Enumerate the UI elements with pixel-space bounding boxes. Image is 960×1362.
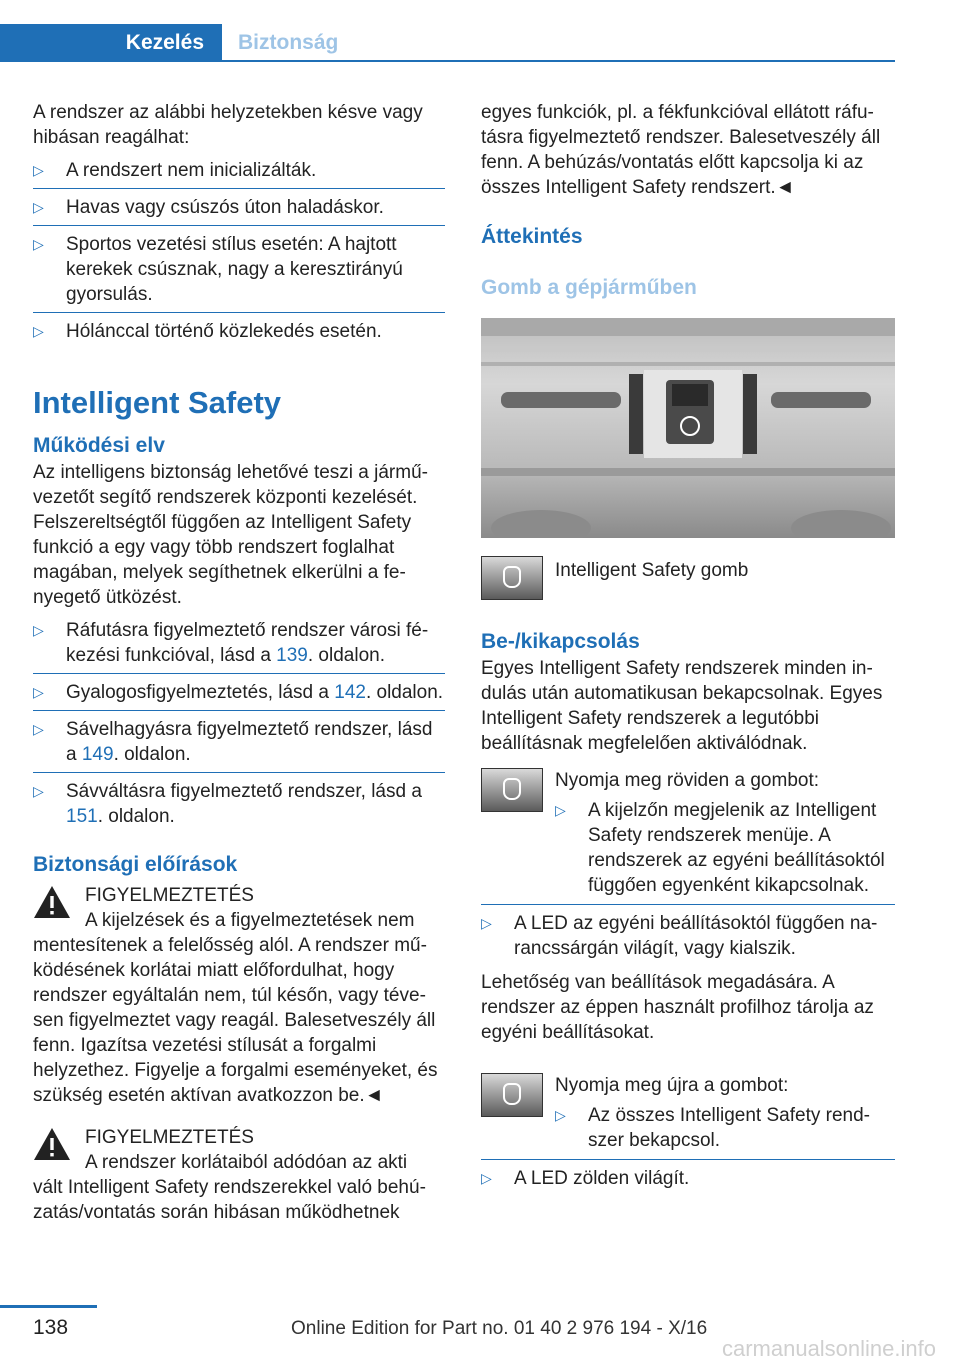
page-link[interactable]: 149 bbox=[81, 744, 114, 765]
press-again-row bbox=[481, 1073, 895, 1153]
settings-text: Lehetőség van beállítások megadására. A rendszer az éppen használt profilhoz tárolja az egyéni beállításokat. bbox=[481, 972, 874, 1043]
list-item: ▷ A rendszert nem inicializálták. bbox=[33, 158, 445, 189]
triangle-bullet-icon: ▷ bbox=[33, 622, 44, 638]
button-heading: Gomb a gépjárműben bbox=[481, 276, 697, 299]
page-link[interactable]: 151 bbox=[66, 806, 98, 827]
intelligent-safety-button-icon bbox=[481, 768, 543, 812]
led-list-2 bbox=[481, 1166, 895, 1191]
list-item: ▷ Sávváltásra figyelmeztető rendszer, lásd a 151. oldalon. bbox=[33, 781, 422, 827]
warning-continued-text: egyes funkciók, pl. a fékfunkcióval ellátott ráfutásra figyelmeztető rendszer. Balesetveszély áll fenn. A behúzás/vontatás előtt kapcsolja ki az összes Intelligent Safety rendszert.◄ bbox=[481, 102, 881, 198]
watermark: carmanualsonline.info bbox=[721, 1336, 936, 1361]
intelligent-safety-button-icon bbox=[481, 556, 543, 600]
list-item: ▷ Ráfutásra figyelmeztető rendszer városi fékezési funkcióval, lásd a 139. oldalon. bbox=[33, 618, 445, 674]
dashboard-photo bbox=[481, 318, 895, 538]
onoff-text: Egyes Intelligent Safety rendszerek minden indulás után automatikusan bekapcsolnak. Egyes Intelligent Safety rendszerek a legutóbbi beállításnak megfelelően aktiválódnak. bbox=[481, 658, 883, 754]
press-short-list bbox=[555, 798, 895, 898]
warning-label: FIGYELMEZTETÉS bbox=[85, 885, 254, 906]
intelligent-safety-button-icon bbox=[481, 1073, 543, 1117]
warning-text: vált Intelligent Safety rendszerekkel való behúzatás/vontatás során hibásan működhetnek bbox=[33, 1177, 426, 1223]
press-short-row bbox=[481, 768, 895, 898]
triangle-bullet-icon: ▷ bbox=[33, 236, 44, 252]
systems-list bbox=[33, 618, 445, 829]
list-item: ▷ Hólánccal történő közlekedés esetén. bbox=[33, 321, 382, 342]
triangle-bullet-icon: ▷ bbox=[33, 199, 44, 215]
triangle-bullet-icon: ▷ bbox=[33, 323, 44, 339]
list-item: ▷ Sávelhagyásra figyelmeztető rendszer, lásd a 149. oldalon. bbox=[33, 717, 445, 773]
list-item: ▷ Gyalogosfigyelmeztetés, lásd a 142. oldalon. bbox=[33, 680, 445, 711]
right-column bbox=[481, 100, 895, 1191]
list-item: ▷ A LED zölden világít. bbox=[481, 1168, 690, 1189]
section-title: Intelligent Safety bbox=[33, 385, 282, 420]
triangle-bullet-icon: ▷ bbox=[33, 162, 44, 178]
button-caption: Intelligent Safety gomb bbox=[555, 560, 749, 581]
triangle-bullet-icon: ▷ bbox=[481, 1170, 492, 1186]
warning-triangle-icon bbox=[33, 1127, 71, 1161]
page-link[interactable]: 142 bbox=[334, 682, 366, 703]
list-item: ▷ Sportos vezetési stílus esetén: A hajtott kerekek csúsznak, nagy a keresztirányú gyorsulás. bbox=[33, 232, 445, 313]
warning-triangle-icon bbox=[33, 885, 71, 919]
footer-rule bbox=[0, 1305, 97, 1308]
chapter-tabs bbox=[0, 24, 895, 62]
tab-divider bbox=[0, 60, 895, 62]
warning-text-first: A rendszer korlátaiból adódóan az akti bbox=[85, 1152, 408, 1173]
list-item: ▷ Havas vagy csúszós úton haladáskor. bbox=[33, 195, 445, 226]
list-item: ▷ A kijelzőn megjelenik az Intelligent Safety rendszerek menüje. A rendszerek az egyéni beállításoktól függően egyenként kikapcsolnak. bbox=[555, 800, 885, 896]
warning-label: FIGYELMEZTETÉS bbox=[85, 1127, 254, 1148]
warning-block bbox=[33, 1125, 445, 1225]
page-number: 138 bbox=[33, 1316, 69, 1339]
triangle-bullet-icon: ▷ bbox=[33, 783, 44, 799]
left-column bbox=[33, 100, 445, 1225]
principle-text: Az intelligens biztonság lehetővé teszi a járművezetőt segítő rendszerek központi kezelését. Felszereltségtől függően az Intelligent Safety funkció a egy vagy több rendszert foglalhat magában, melyek segíthetnek elkerülni a fenyegető ütközést. bbox=[33, 462, 428, 608]
list-divider bbox=[481, 904, 895, 905]
warning-text: mentesítenek a felelősség alól. A rendszer működésének korlátai miatt előfordulhat, hogy rendszer egyáltalán nem, túl későn, vagy tévesen figyelmeztet vagy reagál. Balesetveszély áll fenn. Igazítsa vezetési stílusát a forgalmi helyzethez. Figyelje a forgalmi eseményeket, és szükség esetén aktívan avatkozzon be.◄ bbox=[33, 935, 438, 1106]
press-again-text: Nyomja meg újra a gombot: bbox=[555, 1075, 789, 1096]
safety-heading: Biztonsági előírások bbox=[33, 853, 238, 876]
page-link[interactable]: 139 bbox=[276, 645, 308, 666]
principle-heading: Működési elv bbox=[33, 434, 165, 457]
dashboard-vents-image bbox=[481, 318, 895, 538]
triangle-bullet-icon: ▷ bbox=[481, 915, 492, 931]
overview-heading: Áttekintés bbox=[481, 225, 583, 248]
triangle-bullet-icon: ▷ bbox=[33, 684, 44, 700]
button-caption-row bbox=[481, 556, 895, 600]
tab-kezeles[interactable]: Kezelés bbox=[0, 24, 222, 62]
triangle-bullet-icon: ▷ bbox=[33, 721, 44, 737]
press-again-list bbox=[555, 1103, 895, 1153]
onoff-heading: Be-/kikapcsolás bbox=[481, 630, 640, 653]
edition-text: Online Edition for Part no. 01 40 2 976 194 - X/16 bbox=[291, 1318, 708, 1339]
list-item: ▷ Az összes Intelligent Safety rendszer bekapcsol. bbox=[555, 1105, 870, 1151]
press-short-text: Nyomja meg röviden a gombot: bbox=[555, 770, 820, 791]
intro-list bbox=[33, 158, 445, 344]
triangle-bullet-icon: ▷ bbox=[555, 802, 566, 818]
tab-biztonsag[interactable]: Biztonság bbox=[238, 31, 339, 54]
warning-text-first: A kijelzések és a figyelmeztetések nem bbox=[85, 910, 415, 931]
list-divider bbox=[481, 1159, 895, 1160]
list-item: ▷ A LED az egyéni beállításoktól függően narancssárgán világít, vagy kialszik. bbox=[481, 913, 878, 959]
warning-block bbox=[33, 883, 445, 1108]
intro-text: A rendszer az alábbi helyzetekben késve vagy hibásan reagálhat: bbox=[33, 102, 423, 148]
triangle-bullet-icon: ▷ bbox=[555, 1107, 566, 1123]
led-list-1 bbox=[481, 911, 895, 961]
